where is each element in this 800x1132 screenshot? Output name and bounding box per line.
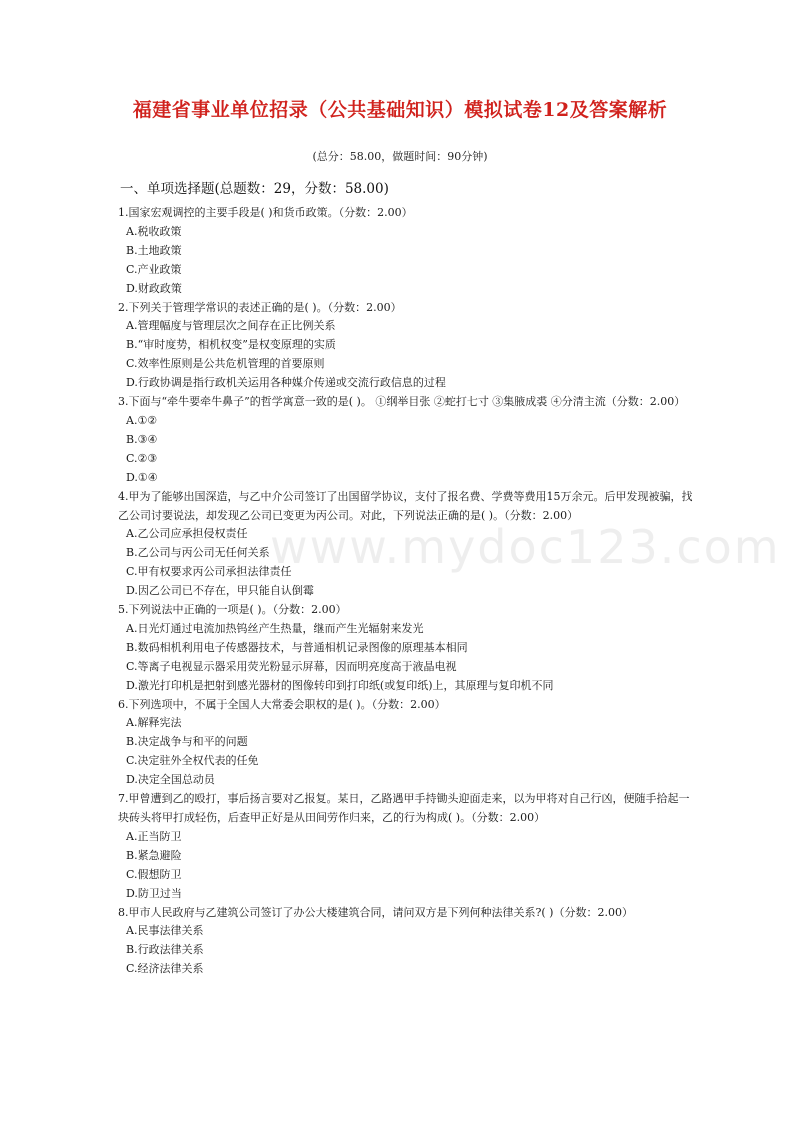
question-option: A.管理幅度与管理层次之间存在正比例关系 <box>126 319 336 333</box>
question-stem: 6.下列选项中，不属于全国人大常委会职权的是( )。（分数：2.00） <box>118 697 446 711</box>
question-option: B.行政法律关系 <box>126 943 204 957</box>
document-meta: (总分：58.00，做题时间：90分钟) <box>312 150 488 163</box>
question-option: D.行政协调是指行政机关运用各种媒介传递或交流行政信息的过程 <box>126 376 446 390</box>
question-option: D.决定全国总动员 <box>126 773 215 787</box>
question-option: A.民事法律关系 <box>126 924 204 938</box>
question-option: A.税收政策 <box>126 224 182 238</box>
question-option: D.防卫过当 <box>126 886 182 900</box>
section-title: 一、单项选择题(总题数：29，分数：58.00) <box>120 181 389 197</box>
question-option: C.产业政策 <box>126 262 182 276</box>
question-option: D.因乙公司已不存在，甲只能自认倒霉 <box>126 584 314 598</box>
question-list <box>118 204 693 979</box>
question-option: C.假想防卫 <box>126 867 182 881</box>
question-option: B.土地政策 <box>126 243 182 257</box>
question-option: D.财政政策 <box>126 281 182 295</box>
question-stem: 2.下列关于管理学常识的表述正确的是( )。（分数：2.00） <box>118 300 402 314</box>
question-option: B.决定战争与和平的问题 <box>126 735 248 749</box>
question-stem: 5.下列说法中正确的一项是( )。（分数：2.00） <box>118 603 347 617</box>
question-option: D.①④ <box>126 470 158 484</box>
question-option: C.等离子电视显示器采用荧光粉显示屏幕，因而明亮度高于液晶电视 <box>126 659 457 673</box>
question-option: B.③④ <box>126 432 158 446</box>
question-option: C.决定驻外全权代表的任免 <box>126 754 259 768</box>
question-option: C.经济法律关系 <box>126 962 204 976</box>
question-option: A.乙公司应承担侵权责任 <box>126 527 248 541</box>
question-stem: 1.国家宏观调控的主要手段是( )和货币政策。（分数：2.00） <box>118 206 413 219</box>
question-stem: 4.甲为了能够出国深造，与乙中介公司签订了出国留学协议，支付了报名费、学费等费用15万余元。后甲发现被骗，找乙公司讨要说法，却发现乙公司已变更为丙公司。对此，下列说法正确的是( )。（分数：2.00） <box>118 489 693 522</box>
question-option: A.正当防卫 <box>126 829 182 843</box>
question-option: C.②③ <box>126 451 158 465</box>
question-option: B.数码相机利用电子传感器技术，与普通相机记录图像的原理基本相同 <box>126 640 468 654</box>
question-option: A.解释宪法 <box>126 716 182 730</box>
question-option: C.效率性原则是公共危机管理的首要原则 <box>126 357 325 371</box>
question-option: A.①② <box>126 413 158 427</box>
question-option: B.“审时度势，相机权变”是权变原理的实质 <box>126 338 336 352</box>
question-stem: 3.下面与“牵牛要牵牛鼻子”的哲学寓意一致的是( )。 ①纲举目张 ②蛇打七寸 ③集腋成裘 ④分清主流（分数：2.00） <box>118 395 686 409</box>
question-option: B.乙公司与丙公司无任何关系 <box>126 546 270 560</box>
question-option: B.紧急避险 <box>126 848 182 862</box>
question-stem: 7.甲曾遭到乙的殴打，事后扬言要对乙报复。某日，乙路遇甲手持锄头迎面走来，以为甲将对自己行凶，便随手拾起一块砖头将甲打成轻伤，后查甲正好是从田间劳作归来，乙的行为构成( )。（分数：2.00） <box>118 792 690 824</box>
document-title: 福建省事业单位招录（公共基础知识）模拟试卷12及答案解析 <box>132 99 668 121</box>
question-option: A.日光灯通过电流加热钨丝产生热量，继而产生光辐射来发光 <box>126 621 424 635</box>
question-option: C.甲有权要求丙公司承担法律责任 <box>126 565 292 579</box>
question-option: D.激光打印机是把射到感光器材的图像转印到打印纸(或复印纸)上，其原理与复印机不同 <box>126 678 554 692</box>
watermark: www.mydoc123.com <box>270 520 781 574</box>
question-stem: 8.甲市人民政府与乙建筑公司签订了办公大楼建筑合同，请问双方是下列何种法律关系?( )（分数：2.00） <box>118 905 633 919</box>
